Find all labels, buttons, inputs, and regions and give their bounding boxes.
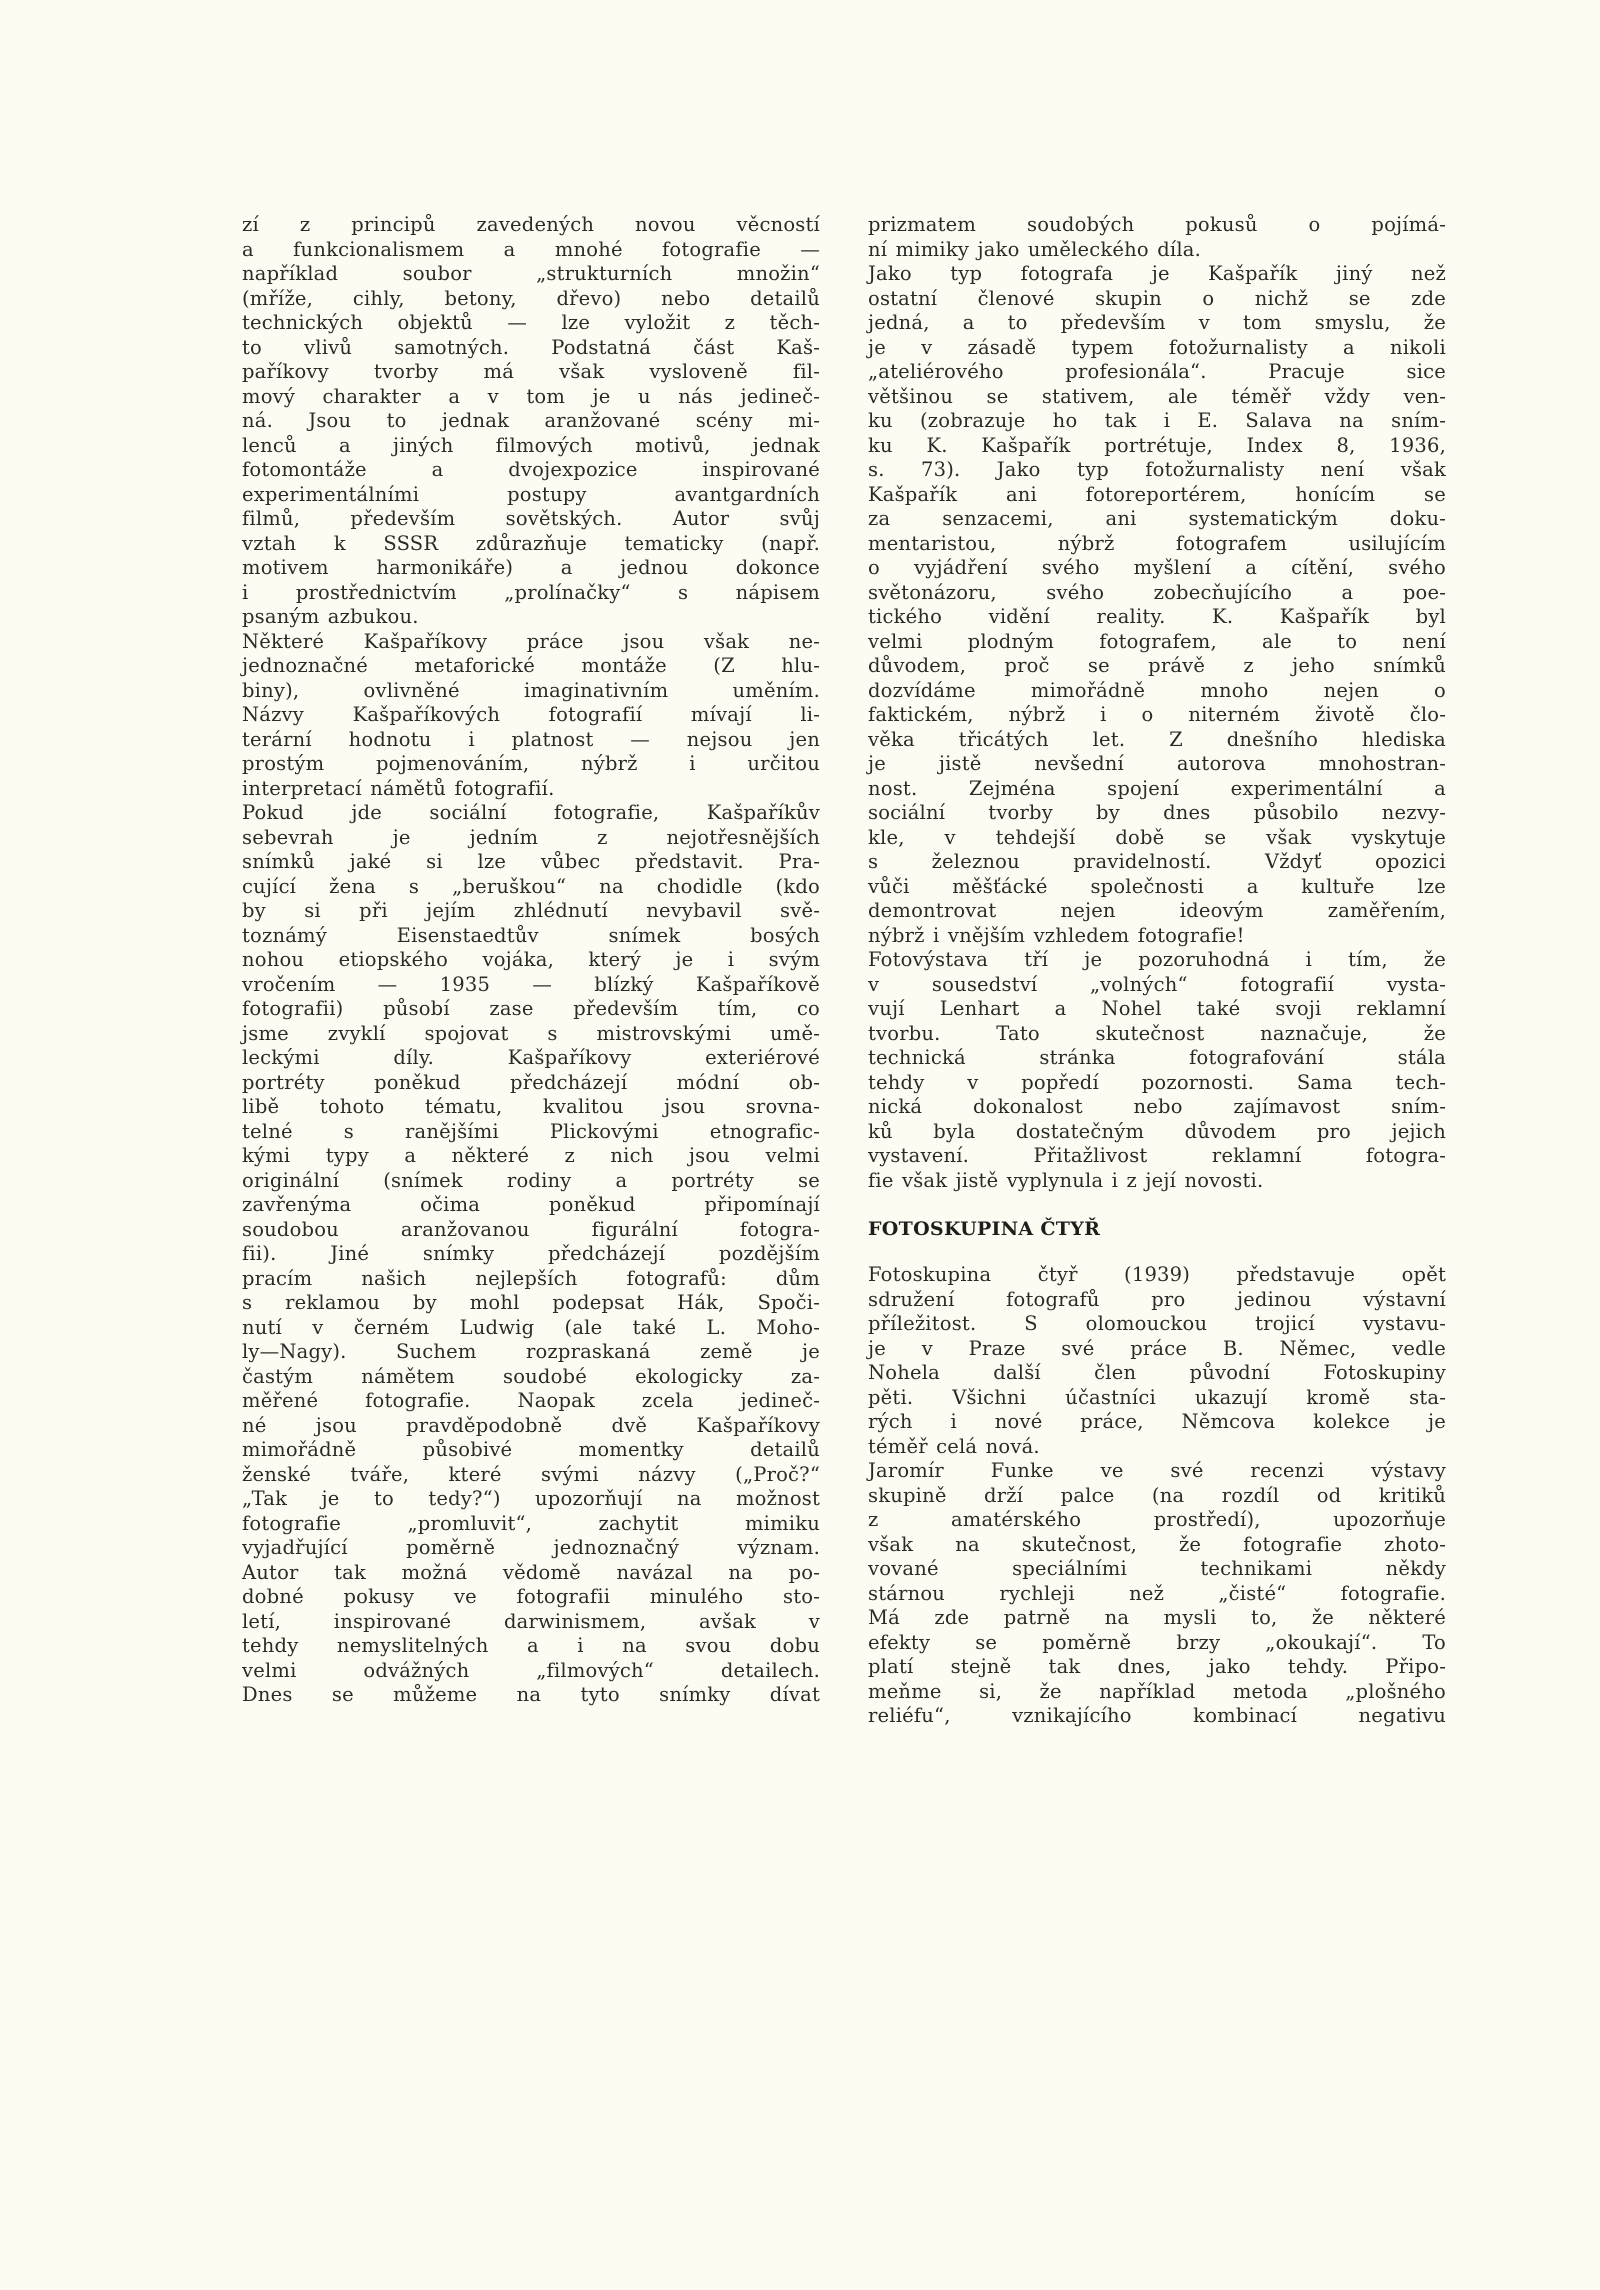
text-line: ly—Nagy). Suchem rozpraskaná země je — [242, 1340, 820, 1363]
text-line: například soubor „strukturních množin“ — [242, 262, 820, 285]
paragraph — [868, 262, 1446, 948]
text-line: velmi odvážných „filmových“ detailech. — [242, 1658, 820, 1682]
text-line: je jistě nevšední autorova mnohostran- — [868, 752, 1446, 775]
text-line: ostatní členové skupin o nichž se zde — [868, 286, 1446, 310]
text-line: tehdy v popředí pozornosti. Sama tech- — [868, 1070, 1446, 1094]
text-line: jedná, a to především v tom smyslu, že — [868, 311, 1446, 334]
text-line: je v Praze své práce B. Němec, vedle — [868, 1336, 1446, 1360]
text-line: téměř celá nová. — [868, 1434, 1040, 1458]
text-line: s železnou pravidelností. Vždyť opozici — [868, 850, 1446, 873]
text-line: terární hodnotu i platnost — nejsou jen — [242, 727, 820, 751]
text-line: paříkovy tvorby má však vysloveně fil- — [242, 360, 820, 383]
text-line: „Tak je to tedy?“) upozorňují na možnost — [242, 1487, 820, 1510]
text-line: častým námětem soudobé ekologicky za- — [242, 1364, 820, 1388]
text-line: vyjadřující poměrně jednoznačný význam. — [242, 1536, 820, 1559]
text-line: za senzacemi, ani systematickým doku- — [868, 507, 1446, 530]
paragraph — [242, 801, 820, 1708]
text-line: dobné pokusy ve fotografii minulého sto- — [242, 1585, 820, 1608]
text-line: efekty se poměrně brzy „okoukají“. To — [868, 1630, 1446, 1654]
text-line: leckými díly. Kašpaříkovy exteriérové — [242, 1046, 820, 1069]
text-line: z amatérského prostředí), upozorňuje — [868, 1508, 1446, 1531]
text-line: ná. Jsou to jednak aranžované scény mi- — [242, 409, 820, 432]
paragraph — [868, 1459, 1446, 1729]
text-line: nost. Zejména spojení experimentální a — [868, 776, 1446, 800]
text-line: a funkcionalismem a mnohé fotografie — — [242, 237, 820, 261]
text-line: sdružení fotografů pro jedinou výstavní — [868, 1287, 1446, 1311]
text-line: portréty poněkud předcházejí módní ob- — [242, 1070, 820, 1094]
text-line: ženské tváře, které svými názvy („Proč?“ — [242, 1462, 820, 1486]
text-line: pracím našich nejlepších fotografů: dům — [242, 1266, 820, 1290]
text-line: tického vidění reality. K. Kašpařík byl — [868, 605, 1446, 628]
text-line: skupině drží palce (na rozdíl od kritiků — [868, 1483, 1446, 1507]
paragraph — [242, 630, 820, 802]
text-line: Fotovýstava tří je pozoruhodná i tím, že — [868, 948, 1446, 971]
text-line: však na skutečnost, že fotografie zhoto- — [868, 1532, 1446, 1556]
text-line: jsme zvyklí spojovat s mistrovskými umě- — [242, 1021, 820, 1045]
text-line: Fotoskupina čtyř (1939) představuje opět — [868, 1263, 1446, 1286]
text-line: nutí v černém Ludwig (ale také L. Moho- — [242, 1315, 820, 1339]
text-line: soudobou aranžovanou figurální fotogra- — [242, 1217, 820, 1241]
text-line: nická dokonalost nebo zajímavost sním- — [868, 1095, 1446, 1118]
text-line: Má zde patrně na mysli to, že některé — [868, 1606, 1446, 1629]
text-line: měřené fotografie. Naopak zcela jedineč- — [242, 1389, 820, 1412]
right-column — [868, 213, 1446, 1729]
text-line: kle, v tehdejší době se však vyskytuje — [868, 825, 1446, 849]
text-line: vystavení. Přitažlivost reklamní fotogra- — [868, 1144, 1446, 1167]
text-line: biny), ovlivněné imaginativním uměním. — [242, 678, 820, 702]
text-line: snímků jaké si lze vůbec představit. Pra- — [242, 850, 820, 873]
text-line: „ateliérového profesionála“. Pracuje sice — [868, 360, 1446, 383]
text-line: nohou etiopského vojáka, který je i svým — [242, 948, 820, 971]
text-line: vůči měšťácké společnosti a kultuře lze — [868, 874, 1446, 898]
text-line: reliéfu“, vznikajícího kombinací negativu — [868, 1704, 1446, 1727]
text-line: technická stránka fotografování stála — [868, 1046, 1446, 1069]
text-line: Pokud jde sociální fotografie, Kašpaříkův — [242, 801, 820, 824]
text-line: fii). Jiné snímky předcházejí pozdějším — [242, 1242, 820, 1265]
text-line: telné s ranějšími Plickovými etnografic- — [242, 1119, 820, 1143]
paragraph — [868, 1263, 1446, 1459]
text-line: prostým pojmenováním, nýbrž i určitou — [242, 752, 820, 775]
text-line: velmi plodným fotografem, ale to není — [868, 629, 1446, 653]
text-line: Názvy Kašpaříkových fotografií mívají li- — [242, 703, 820, 726]
text-line: motivem harmonikáře) a jednou dokonce — [242, 556, 820, 579]
text-line: tvorbu. Tato skutečnost naznačuje, že — [868, 1021, 1446, 1045]
text-line: sebevrah je jedním z nejotřesnějších — [242, 825, 820, 849]
text-line: zavřenýma očima poněkud připomínají — [242, 1193, 820, 1216]
text-line: i prostřednictvím „prolínačky“ s nápisem — [242, 580, 820, 604]
text-line: originální (snímek rodiny a portréty se — [242, 1168, 820, 1192]
text-line: (mříže, cihly, betony, dřevo) nebo detailů — [242, 286, 820, 310]
text-line: sociální tvorby by dnes působilo nezvy- — [868, 801, 1446, 824]
text-line: Některé Kašpaříkovy práce jsou však ne- — [242, 629, 820, 653]
text-line: vztah k SSSR zdůrazňuje tematicky (např. — [242, 531, 820, 555]
text-line: vročením — 1935 — blízký Kašpaříkově — [242, 972, 820, 996]
text-line: faktickém, nýbrž i o niterném životě člo- — [868, 703, 1446, 726]
text-line: věka třicátých let. Z dnešního hlediska — [868, 727, 1446, 751]
text-line: né jsou pravděpodobně dvě Kašpaříkovy — [242, 1413, 820, 1437]
text-line: libě tohoto tématu, kvalitou jsou srovna- — [242, 1095, 820, 1118]
text-line: interpretací námětů fotografií. — [242, 776, 555, 800]
text-line: vují Lenhart a Nohel také svoji reklamní — [868, 997, 1446, 1020]
text-line: důvodem, proč se právě z jeho snímků — [868, 654, 1446, 677]
text-line: příležitost. S olomouckou trojicí vystavu- — [868, 1312, 1446, 1335]
paragraph — [868, 213, 1446, 262]
text-line: ku (zobrazuje ho tak i E. Salava na sním- — [868, 409, 1446, 432]
text-line: Dnes se můžeme na tyto snímky dívat — [242, 1683, 820, 1706]
text-line: nýbrž i vnějším vzhledem fotografie! — [868, 923, 1245, 947]
text-line: fie však jistě vyplynula i z její novosti. — [868, 1168, 1264, 1192]
text-line: ků byla dostatečným důvodem pro jejich — [868, 1119, 1446, 1143]
text-line: demontrovat nejen ideovým zaměřením, — [868, 899, 1446, 922]
text-line: mimořádně působivé momentky detailů — [242, 1438, 820, 1461]
text-line: tehdy nemyslitelných a i na svou dobu — [242, 1634, 820, 1657]
text-line: fotografii) působí zase především tím, co — [242, 997, 820, 1020]
text-line: technických objektů — lze vyložit z těch- — [242, 311, 820, 334]
text-line: jednoznačné metaforické montáže (Z hlu- — [242, 654, 820, 677]
text-line: vované speciálními technikami někdy — [868, 1557, 1446, 1580]
text-line: je v zásadě typem fotožurnalisty a nikoli — [868, 335, 1446, 359]
text-line: filmů, především sovětských. Autor svůj — [242, 507, 820, 530]
text-line: s reklamou by mohl podepsat Hák, Spoči- — [242, 1291, 820, 1314]
text-line: zí z principů zavedených novou věcností — [242, 213, 820, 236]
text-line: toznámý Eisenstaedtův snímek bosých — [242, 923, 820, 947]
text-line: Kašpařík ani fotoreportérem, honícím se — [868, 482, 1446, 506]
paragraph — [868, 948, 1446, 1193]
text-line: Jako typ fotografa je Kašpařík jiný než — [868, 262, 1446, 285]
text-line: mový charakter a v tom je u nás jedineč- — [242, 384, 820, 408]
left-column — [242, 213, 820, 1708]
paragraph — [242, 213, 820, 630]
text-line: s. 73). Jako typ fotožurnalisty není však — [868, 458, 1446, 481]
text-line: platí stejně tak dnes, jako tehdy. Připo- — [868, 1655, 1446, 1678]
text-line: Nohela další člen původní Fotoskupiny — [868, 1361, 1446, 1384]
text-line: mentaristou, nýbrž fotografem usilujícím — [868, 531, 1446, 555]
text-line: letí, inspirované darwinismem, avšak v — [242, 1609, 820, 1633]
text-line: rých i nové práce, Němcova kolekce je — [868, 1410, 1446, 1433]
text-line: cující žena s „beruškou“ na chodidle (kdo — [242, 874, 820, 898]
text-line: kými typy a některé z nich jsou velmi — [242, 1144, 820, 1167]
text-line: světonázoru, svého zobecňujícího a poe- — [868, 580, 1446, 604]
text-line: stárnou rychleji než „čisté“ fotografie. — [868, 1581, 1446, 1605]
text-line: pěti. Všichni účastníci ukazují kromě sta- — [868, 1385, 1446, 1409]
text-line: lenců a jiných filmových motivů, jednak — [242, 433, 820, 457]
text-line: dozvídáme mimořádně mnoho nejen o — [868, 678, 1446, 702]
text-line: fotografie „promluvit“, zachytit mimiku — [242, 1511, 820, 1535]
text-line: prizmatem soudobých pokusů o pojímá- — [868, 213, 1446, 236]
text-line: by si při jejím zhlédnutí nevybavil svě- — [242, 899, 820, 922]
text-line: ku K. Kašpařík portrétuje, Index 8, 1936, — [868, 433, 1446, 457]
text-line: fotomontáže a dvojexpozice inspirované — [242, 458, 820, 481]
text-line: Jaromír Funke ve své recenzi výstavy — [868, 1459, 1446, 1482]
text-line: Autor tak možná vědomě navázal na po- — [242, 1560, 820, 1584]
text-line: meňme si, že například metoda „plošného — [868, 1679, 1446, 1703]
text-line: psaným azbukou. — [242, 605, 419, 628]
text-line: o vyjádření svého myšlení a cítění, svého — [868, 556, 1446, 579]
text-line: to vlivů samotných. Podstatná část Kaš- — [242, 335, 820, 359]
text-line: experimentálními postupy avantgardních — [242, 482, 820, 506]
text-line: v sousedství „volných“ fotografií vysta- — [868, 972, 1446, 996]
section-heading: FOTOSKUPINA ČTYŘ — [868, 1218, 1101, 1240]
text-line: ní mimiky jako uměleckého díla. — [868, 237, 1202, 261]
text-line: většinou se stativem, ale téměř vždy ven- — [868, 384, 1446, 408]
